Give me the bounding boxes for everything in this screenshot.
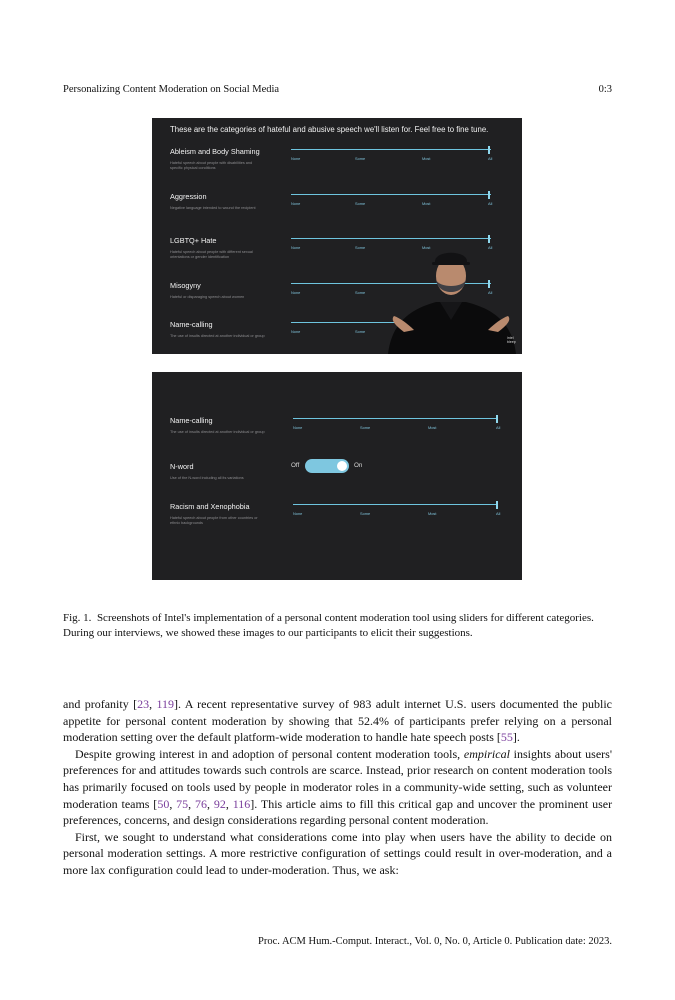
tick-none: None	[291, 201, 301, 206]
presenter-logo	[507, 336, 516, 344]
body-text	[63, 696, 612, 879]
category-n-word	[170, 462, 280, 481]
slider-tick-labels	[293, 425, 501, 431]
page-footer: Proc. ACM Hum.-Comput. Interact., Vol. 0, No. 0, Article 0. Publication date: 2023.	[258, 936, 612, 947]
category-description: Hateful speech about people from other countries or ethnic backgrounds	[170, 516, 258, 525]
category-title: Name-calling	[170, 416, 213, 425]
emphasis: empirical	[463, 746, 510, 761]
slider-handle[interactable]	[496, 415, 498, 423]
slider-handle[interactable]	[496, 501, 498, 509]
category-title: Racism and Xenophobia	[170, 502, 250, 511]
text: ]. This article aims to fill this critical gap and uncover the prominent user preferences, concerns, and design considerations regarding personal content moderation.	[63, 796, 613, 828]
running-title: Personalizing Content Moderation on Social Media	[63, 84, 280, 95]
category-description: Use of the N-word including all its variations	[170, 476, 244, 480]
citation-link[interactable]: 119	[156, 697, 175, 711]
category-description: The use of insults directed at another individual or group	[170, 334, 265, 338]
n-word-toggle[interactable]	[291, 459, 371, 473]
figure-screenshot-2	[152, 372, 522, 580]
tick-most: Most	[422, 201, 431, 206]
slider-tick-labels	[291, 156, 491, 162]
category-aggression	[170, 192, 280, 211]
text: Despite growing interest in and adoption of personal content moderation tools,	[75, 746, 464, 761]
category-title: LGBTQ+ Hate	[170, 236, 217, 245]
logo-line-2: bleep	[507, 340, 516, 344]
slider-track[interactable]	[291, 149, 491, 150]
tick-some: Some	[355, 290, 366, 295]
category-description: Hateful or disparaging speech about women	[170, 295, 245, 299]
citation-link[interactable]: 75	[176, 796, 189, 811]
tick-most: Most	[428, 425, 437, 430]
paragraph-1	[63, 696, 612, 746]
figure-caption	[63, 611, 613, 641]
category-name-calling	[170, 416, 280, 435]
slider-track[interactable]	[293, 504, 498, 505]
tick-none: None	[293, 511, 303, 516]
citation-link[interactable]: 116	[232, 796, 251, 811]
tick-all: All	[496, 425, 501, 430]
tick-most: Most	[428, 511, 437, 516]
citation-link[interactable]: 55	[500, 730, 513, 745]
category-title: N-word	[170, 462, 194, 471]
tick-none: None	[293, 425, 303, 430]
figure-screenshot-1	[152, 118, 522, 354]
category-description: Negative language intended to wound the recipient	[170, 206, 256, 210]
citation-link[interactable]: 92	[213, 796, 226, 811]
text: ,	[169, 796, 177, 811]
slider-tick-labels	[291, 201, 491, 207]
tick-some: Some	[355, 201, 366, 206]
tick-all: All	[488, 201, 493, 206]
category-description: Hateful speech about people with different sexual orientations or gender identification	[170, 250, 253, 259]
citation-link[interactable]: 76	[195, 796, 207, 811]
citation-link[interactable]: 23	[137, 697, 150, 711]
text: and profanity [	[63, 697, 138, 711]
category-title: Ableism and Body Shaming	[170, 147, 260, 156]
tick-all: All	[488, 245, 493, 250]
tick-all: All	[496, 511, 501, 516]
figure-caption-text: Screenshots of Intel's implementation of a personal content moderation tool using sliders for different categories. During our interviews, we showed these images to our participants to elicit their suggestions.	[63, 612, 594, 639]
tick-none: None	[291, 245, 301, 250]
slider-tick-labels	[293, 511, 501, 517]
tick-all: All	[488, 290, 493, 295]
figure-label: Fig. 1.	[63, 612, 92, 624]
category-ableism	[170, 147, 280, 171]
slider-handle[interactable]	[488, 191, 490, 199]
toggle-off-label: Off	[291, 462, 300, 469]
tick-most: Most	[422, 156, 431, 161]
text: ].	[512, 730, 520, 745]
tick-some: Some	[355, 329, 366, 334]
presenter-video-image	[380, 228, 522, 354]
tick-most: Most	[422, 245, 431, 250]
paragraph-2	[63, 746, 612, 829]
category-description: Hateful speech about people with disabilities and specific physical conditions	[170, 161, 253, 170]
tick-none: None	[291, 156, 301, 161]
text: ,	[149, 697, 157, 711]
logo-line-1: intel	[507, 336, 514, 340]
tick-none: None	[291, 290, 301, 295]
slider-track[interactable]	[293, 418, 498, 419]
text: ]. A recent representative survey of 983 adult internet U.S. users documented the public appetite for personal content moderation by showing that 52.4% of participants prefer relying on a personal moderation setting over the default platform-wide moderation to handle hate speech posts [	[63, 697, 612, 745]
tick-some: Some	[355, 156, 366, 161]
category-misogyny	[170, 281, 280, 300]
category-lgbtq-hate	[170, 236, 280, 260]
tick-all: All	[488, 156, 493, 161]
paragraph-3: First, we sought to understand what considerations come into play when users have the ability to decide on personal moderation settings. A more restrictive configuration of settings could result in over-moderation, and a more lax configuration could lead to under-moderation. Thus, we ask:	[63, 829, 612, 877]
category-title: Name-calling	[170, 320, 213, 329]
category-racism-xenophobia	[170, 502, 280, 526]
slider-track[interactable]	[291, 194, 491, 195]
category-description: The use of insults directed at another individual or group	[170, 430, 265, 434]
category-title: Aggression	[170, 192, 207, 201]
tick-some: Some	[355, 245, 366, 250]
slider-handle[interactable]	[488, 146, 490, 154]
text: ,	[207, 796, 214, 811]
category-name-calling	[170, 320, 280, 339]
toggle-thumb[interactable]	[337, 461, 347, 471]
tick-some: Some	[360, 511, 371, 516]
tick-some: Some	[360, 425, 371, 430]
category-title: Misogyny	[170, 281, 201, 290]
text: insights about users' preferences for and attitudes towards such controls are scarce. Instead, prior research on content moderation tools has primarily focused on tools used by people in moderator roles in a community-wide setting, such as volunteer moderation teams [	[63, 746, 612, 811]
citation-link[interactable]: 50	[157, 796, 170, 811]
tick-none: None	[291, 329, 301, 334]
text: ,	[225, 796, 233, 811]
toggle-on-label: On	[354, 462, 363, 469]
toggle-switch[interactable]	[305, 459, 349, 473]
panel-heading: These are the categories of hateful and abusive speech we'll listen for. Feel free to fine tune.	[170, 125, 489, 134]
page-number: 0:3	[598, 84, 612, 95]
text: ,	[188, 796, 195, 811]
